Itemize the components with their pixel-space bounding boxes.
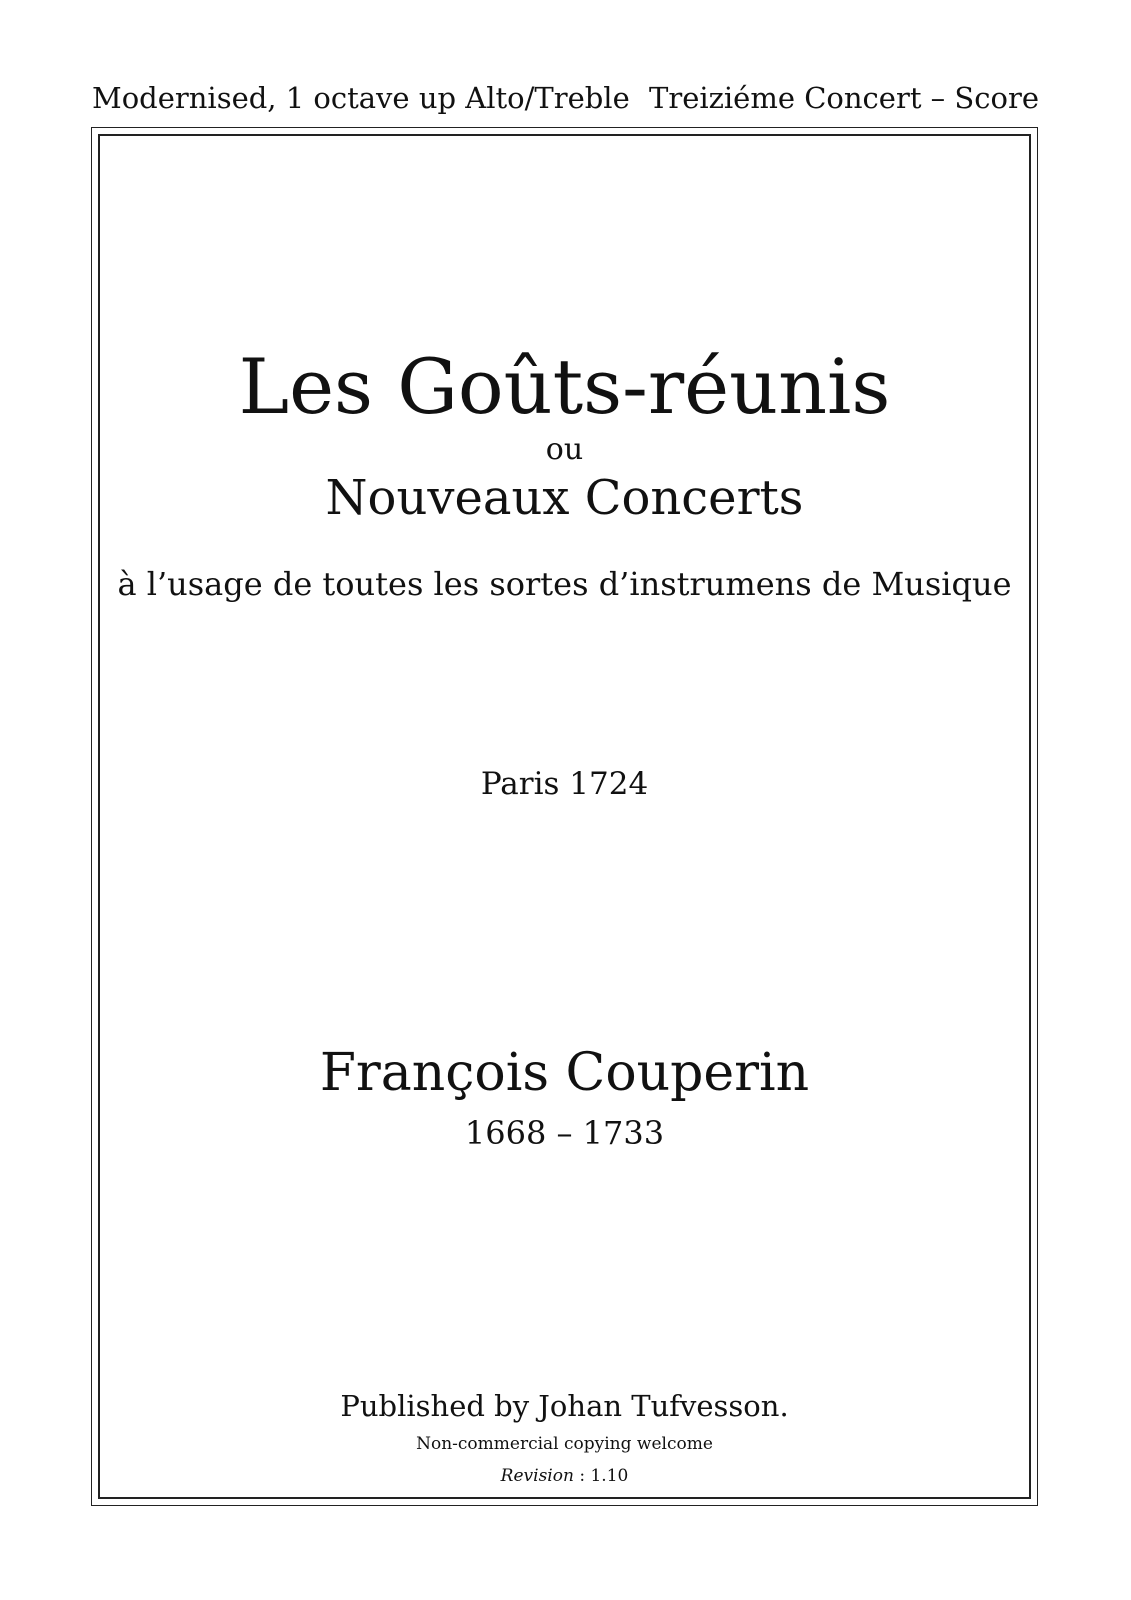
publication-place-year: Paris 1724 <box>480 766 649 802</box>
inner-border-frame <box>98 134 1031 1499</box>
header-concert-title: Treiziéme Concert – Score <box>648 81 1039 115</box>
publisher-line: Published by Johan Tufvesson. <box>340 1389 789 1423</box>
usage-description: à l’usage de toutes les sortes d’instrumens de Musique <box>117 565 1012 603</box>
header-edition-note: Modernised, 1 octave up Alto/Treble <box>92 81 630 115</box>
revision-line <box>98 1464 1031 1488</box>
subtitle: Nouveaux Concerts <box>325 470 804 526</box>
composer-dates: 1668 – 1733 <box>464 1114 665 1152</box>
revision-value: 1.10 <box>590 1466 629 1486</box>
copying-notice: Non-commercial copying welcome <box>416 1434 713 1454</box>
main-title: Les Goûts-réunis <box>238 342 891 431</box>
title-connector: ou <box>545 432 584 467</box>
composer-name: François Couperin <box>319 1043 810 1103</box>
revision-separator: : <box>573 1466 591 1486</box>
revision-label: Revision <box>500 1466 574 1486</box>
page-header <box>92 78 1039 118</box>
